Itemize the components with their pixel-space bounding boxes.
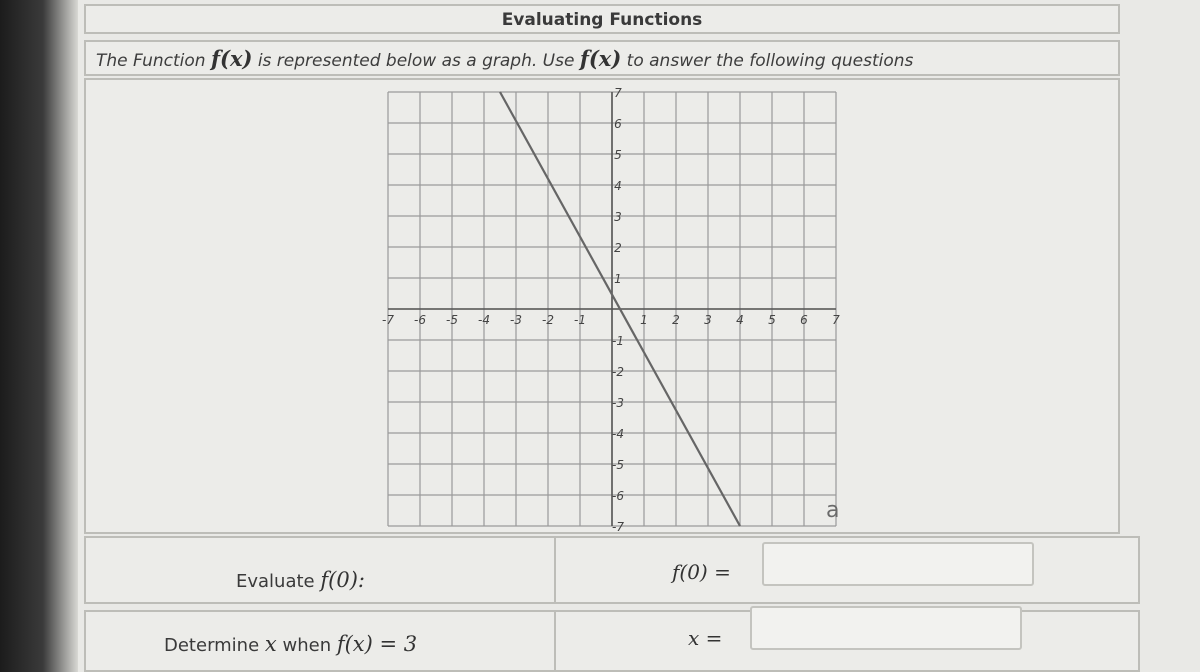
y-tick-label: -1	[612, 334, 624, 348]
answer-1-label-text: f(0) =	[672, 560, 731, 584]
title-row	[84, 4, 1120, 34]
y-tick-label: 7	[614, 86, 622, 100]
x-tick-label: 4	[736, 313, 744, 327]
y-tick-label: 6	[614, 117, 622, 131]
instruction-prefix: The Function	[96, 51, 206, 71]
y-tick-label: -4	[612, 427, 624, 441]
y-tick-label: -6	[612, 489, 624, 503]
graph-row	[84, 78, 1120, 534]
worksheet	[78, 0, 1200, 672]
column-divider	[554, 538, 556, 602]
question-1-label	[236, 568, 365, 592]
question-row-2	[84, 610, 1140, 672]
x-tick-label: -6	[414, 313, 426, 327]
x-tick-label: 2	[672, 313, 680, 327]
y-tick-label: 1	[614, 272, 622, 286]
question-2-fx: f(x) = 3	[336, 632, 418, 656]
answer-2-label	[688, 626, 722, 650]
instruction-suffix: to answer the following questions	[626, 51, 914, 71]
answer-2-label-text: x =	[688, 626, 723, 650]
question-2-label	[164, 632, 417, 656]
column-divider-2	[554, 612, 556, 670]
question-2-prefix: Determine	[164, 635, 260, 656]
pen-annotation: a	[826, 498, 840, 523]
x-tick-label: -2	[542, 313, 554, 327]
question-2-middle: when	[282, 635, 332, 656]
x-tick-label: 5	[768, 313, 776, 327]
question-1-prefix: Evaluate	[236, 571, 315, 592]
x-tick-label: 6	[800, 313, 808, 327]
answer-1-label	[672, 560, 731, 584]
instruction-fx-2: f(x)	[579, 46, 622, 71]
function-graph	[86, 80, 1118, 532]
instruction-fx: f(x)	[210, 46, 253, 71]
x-tick-label: -3	[510, 313, 522, 327]
question-1-fx: f(0):	[320, 568, 365, 592]
screen-bezel	[0, 0, 78, 672]
instruction-middle: is represented below as a graph. Use	[257, 51, 575, 71]
x-answer-input[interactable]	[750, 606, 1022, 650]
x-tick-label: 7	[832, 313, 840, 327]
y-tick-label: -3	[612, 396, 624, 410]
f0-answer-input[interactable]	[762, 542, 1034, 586]
page-title: Evaluating Functions	[501, 10, 703, 30]
y-tick-label: -7	[612, 520, 624, 532]
x-tick-label: 3	[704, 313, 712, 327]
y-tick-label: 3	[614, 210, 622, 224]
y-tick-label: 5	[614, 148, 622, 162]
y-tick-label: 2	[614, 241, 622, 255]
x-tick-label: -7	[382, 313, 394, 327]
x-tick-label: -5	[446, 313, 458, 327]
instruction-row	[84, 40, 1120, 76]
instruction-text	[96, 46, 913, 71]
y-tick-label: -2	[612, 365, 624, 379]
question-2-var: x	[264, 632, 277, 656]
x-tick-label: -1	[574, 313, 586, 327]
y-tick-label: -5	[612, 458, 624, 472]
x-tick-label: -4	[478, 313, 490, 327]
y-tick-label: 4	[614, 179, 622, 193]
question-row-1	[84, 536, 1140, 604]
x-tick-label: 1	[640, 313, 648, 327]
